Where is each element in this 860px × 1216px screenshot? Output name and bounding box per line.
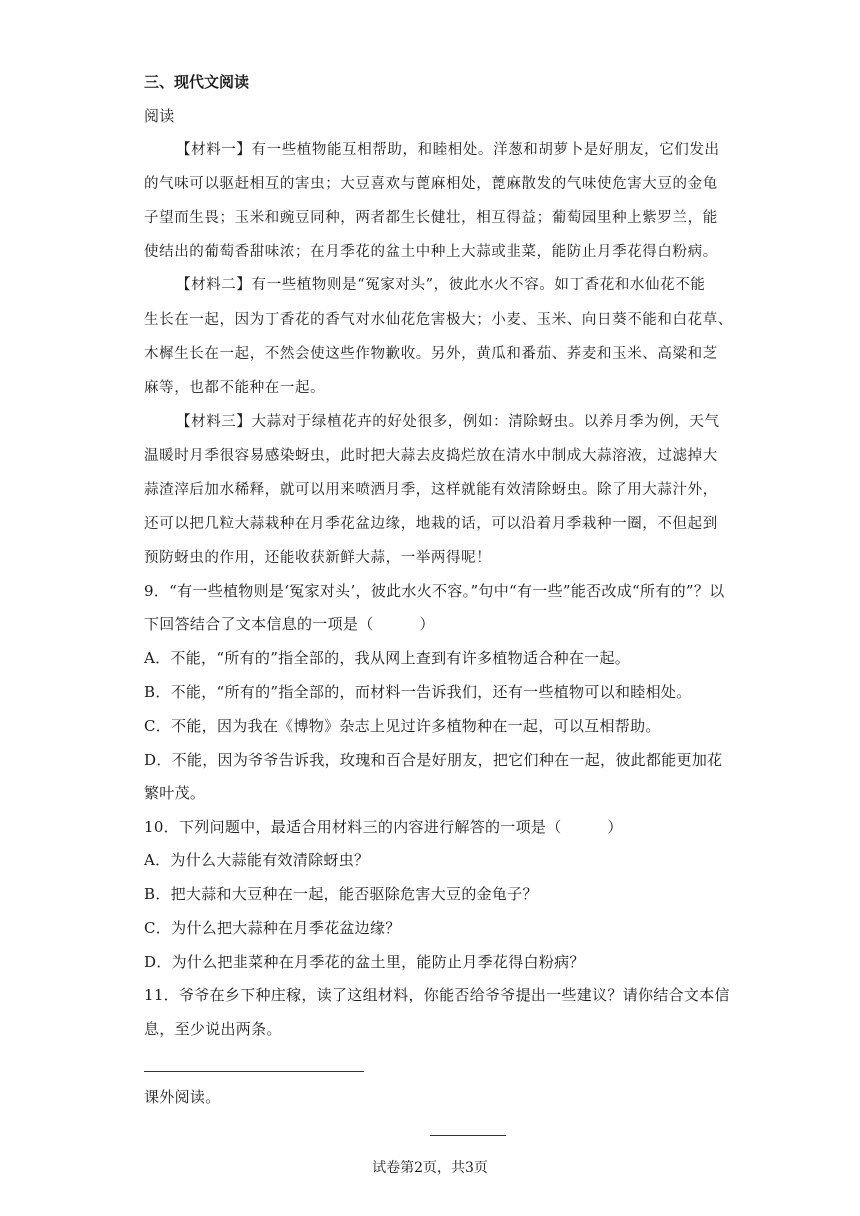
question-9-stem: 9．“有一些植物则是‘冤家对头’，彼此水火不容。”句中“有一些”能否改成“所有的”？以 xyxy=(144,582,725,600)
answer-blank-line[interactable] xyxy=(144,1071,364,1072)
material-three-line: 温暖时月季很容易感染蚜虫，此时把大蒜去皮捣烂放在清水中制成大蒜溶液，过滤掉大 xyxy=(144,448,718,464)
page-number: 试卷第2页，共3页 xyxy=(372,1160,488,1176)
footer-divider xyxy=(430,1135,506,1136)
question-10-option-b[interactable]: B．把大蒜和大豆种在一起，能否驱除危害大豆的金龟子？ xyxy=(144,885,538,903)
section-title: 三、现代文阅读 xyxy=(144,73,250,91)
question-9-option-c[interactable]: C．不能，因为我在《博物》杂志上见过许多植物种在一起，可以互相帮助。 xyxy=(144,717,661,735)
material-two-line: 木樨生长在一起，不然会使这些作物歉收。另外，黄瓜和番茄、荞麦和玉米、高粱和芝 xyxy=(144,346,718,362)
question-10-stem: 10．下列问题中，最适合用材料三的内容进行解答的一项是（ ） xyxy=(144,818,623,836)
question-9-option-d[interactable]: D．不能，因为爷爷告诉我，玫瑰和百合是好朋友，把它们种在一起，彼此都能更加花 xyxy=(144,751,723,769)
material-two-line: 【材料二】有一些植物则是“冤家对头”，彼此水火不容。如丁香花和水仙花不能 xyxy=(176,277,706,293)
question-9-option-d-cont: 繁叶茂。 xyxy=(144,784,206,802)
material-one-line: 使结出的葡萄香甜味浓；在月季花的盆土中种上大蒜或韭菜，能防止月季花得白粉病。 xyxy=(144,244,718,260)
question-10-option-d[interactable]: D．为什么把韭菜种在月季花的盆土里，能防止月季花得白粉病？ xyxy=(144,953,585,971)
material-three-line: 还可以把几粒大蒜栽种在月季花盆边缘，地栽的话，可以沿着月季栽种一圈，不但起到 xyxy=(144,516,718,532)
material-two-line: 麻等，也都不能种在一起。 xyxy=(144,380,326,396)
question-10-option-a[interactable]: A．为什么大蒜能有效清除蚜虫？ xyxy=(144,851,370,869)
question-11-stem: 11．爷爷在乡下种庄稼，读了这组材料，你能否给爷爷提出一些建议？请你结合文本信 xyxy=(144,986,730,1004)
material-three-line: 【材料三】大蒜对于绿植花卉的好处很多，例如：清除蚜虫。以养月季为例，天气 xyxy=(176,414,720,430)
question-9-stem: 下回答结合了文本信息的一项是（ ） xyxy=(144,615,435,633)
extracurricular-reading-label: 课外阅读。 xyxy=(144,1088,221,1106)
question-9-option-a[interactable]: A．不能，“所有的”指全部的，我从网上查到有许多植物适合种在一起。 xyxy=(144,649,631,667)
material-one-line: 【材料一】有一些植物能互相帮助，和睦相处。洋葱和胡萝卜是好朋友，它们发出 xyxy=(176,142,720,158)
material-three-line: 蒜渣滓后加水稀释，就可以用来喷洒月季，这样就能有效清除蚜虫。除了用大蒜汁外， xyxy=(144,482,718,498)
material-one-line: 子望而生畏；玉米和豌豆同种，两者都生长健壮，相互得益；葡萄园里种上紫罗兰，能 xyxy=(144,210,718,226)
material-one-line: 的气味可以驱赶相互的害虫；大豆喜欢与蓖麻相处，蓖麻散发的气味使危害大豆的金龟 xyxy=(144,176,718,192)
question-9-option-b[interactable]: B．不能，“所有的”指全部的，而材料一告诉我们，还有一些植物可以和睦相处。 xyxy=(144,683,692,701)
question-11-stem: 息，至少说出两条。 xyxy=(144,1020,282,1038)
reading-label: 阅读 xyxy=(144,107,175,125)
material-two-line: 生长在一起，因为丁香花的香气对水仙花危害极大；小麦、玉米、向日葵不能和白花草、 xyxy=(144,312,733,328)
material-three-line: 预防蚜虫的作用，还能收获新鲜大蒜，一举两得呢！ xyxy=(144,550,492,566)
question-10-option-c[interactable]: C．为什么把大蒜种在月季花盆边缘？ xyxy=(144,919,401,937)
